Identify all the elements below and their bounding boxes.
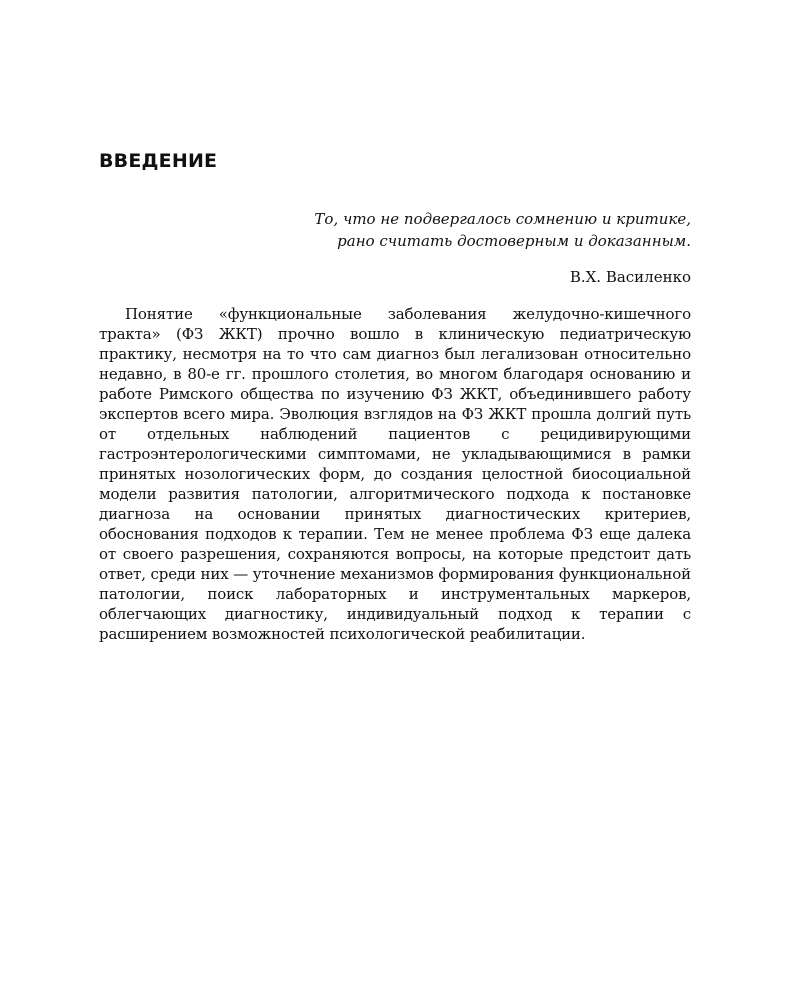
epigraph [99,208,691,252]
document-page [99,150,691,659]
epigraph-line-2: рано считать достоверным и доказанным. [337,232,691,250]
epigraph-line-1: То, что не подвергалось сомнению и критике, [314,210,691,228]
body-paragraph: Понятие «функциональные заболевания желудочно-кишечного тракта» (ФЗ ЖКТ) прочно вошло в клиническую педиатрическую практику, несмотря на то что сам диагноз был легализован относительно недавно, в 80-е гг. прошлого столетия, во многом благодаря основанию и работе Римского общества по изучению ФЗ ЖКТ, объединившего работу экспертов всего мира. Эволюция взглядов на ФЗ ЖКТ прошла долгий путь от отдельных наблюдений пациентов с рецидивирующими гастроэнтерологическими симптомами, не укладывающимися в рамки принятых нозологических форм, до создания целостной биосоциальной модели развития патологии, алгоритмического подхода к постановке диагноза на основании принятых диагностических критериев, обоснования подходов к терапии. Тем не менее проблема ФЗ еще далека от своего разрешения, сохраняются вопросы, на которые предстоит дать ответ, среди них — уточнение механизмов формирования функциональной патологии, поиск лабораторных и инструментальных маркеров, облегчающих диагностику, индивидуальный подход к терапии с расширением возможностей психологической реабилитации. [99,305,691,643]
epigraph-author: В.Х. Василенко [569,268,691,286]
section-heading: ВВЕДЕНИЕ [99,150,218,172]
